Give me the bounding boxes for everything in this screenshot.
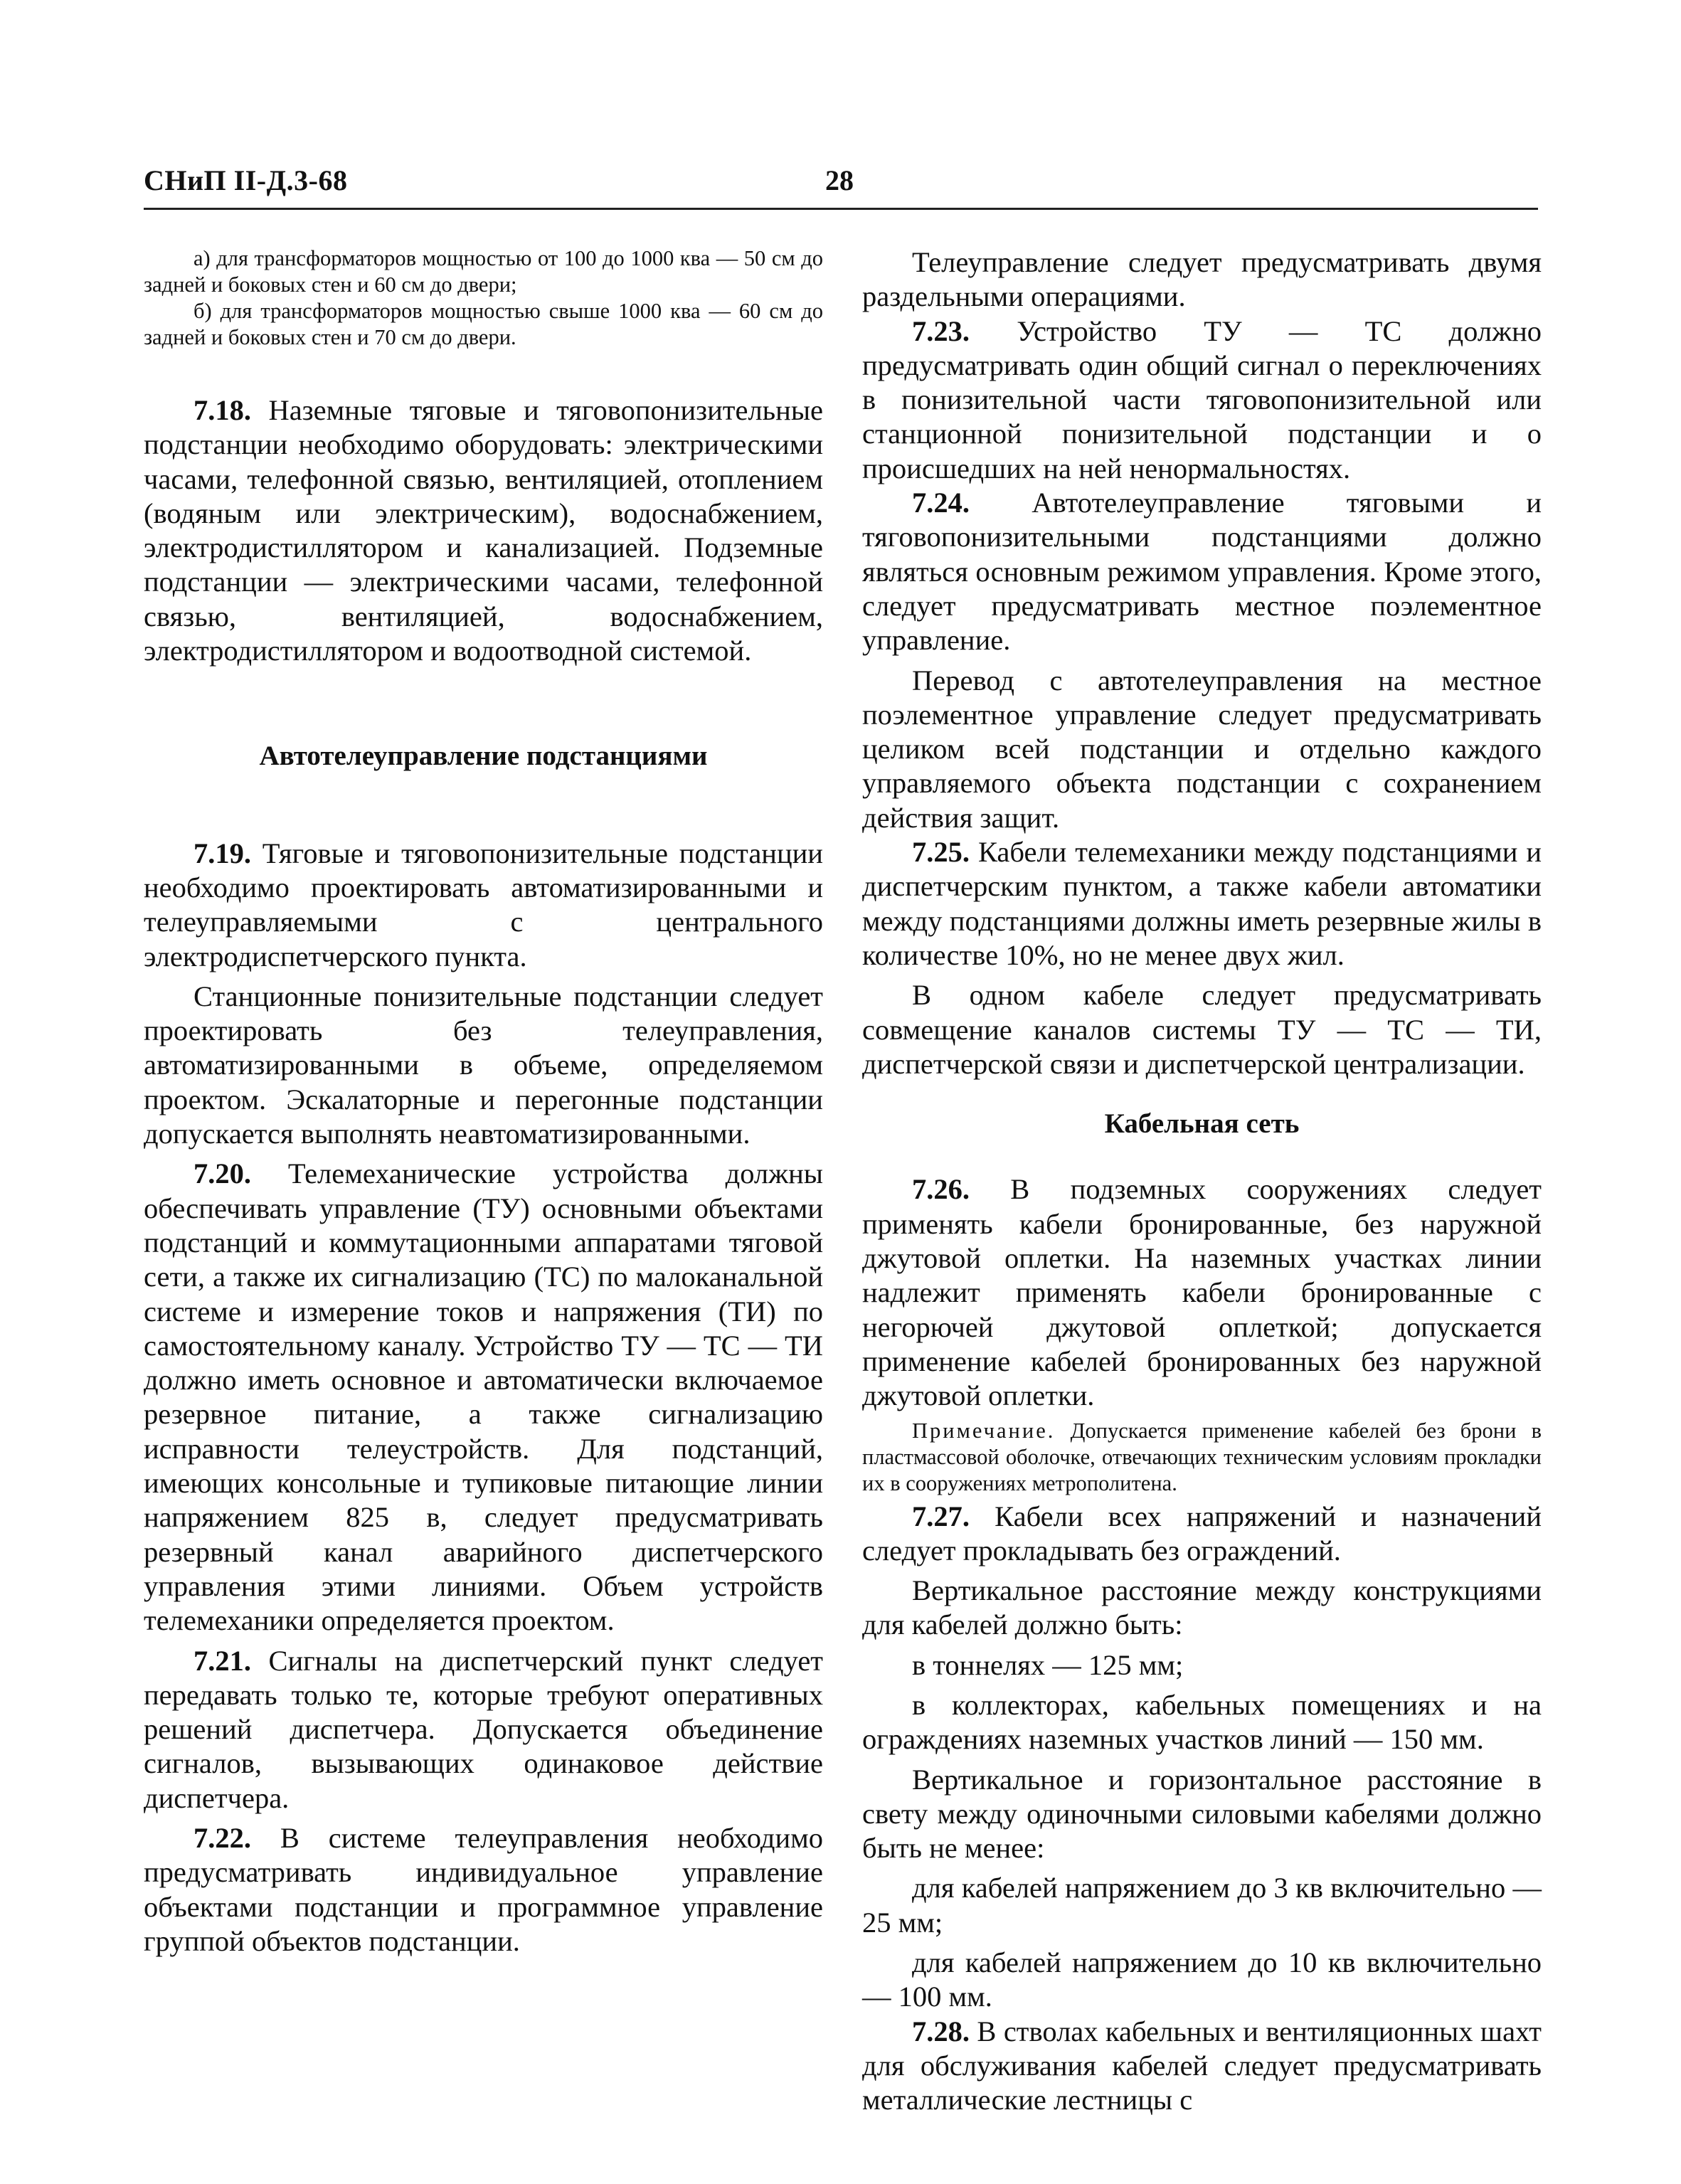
paragraph-text: Кабели всех напряжений и назначений следует прокладывать без ограждений. xyxy=(862,1500,1542,1567)
paragraph-7-25-b: В одном кабеле следует предусматривать совмещение каналов системы ТУ — ТС — ТИ, диспетчерской связи и диспетчерской централизации. xyxy=(862,979,1542,1080)
note-label: Примечание. xyxy=(912,1418,1056,1443)
section-heading: Кабельная сеть xyxy=(1104,1108,1300,1140)
paragraph-text: Сигналы на диспетчерский пункт следует передавать только те, которые требуют оперативных решений диспетчера. Допускается объединение сигналов, вызывающих одинаковое действие диспетчера. xyxy=(144,1644,823,1814)
paragraph-text: Телемеханические устройства должны обеспечивать управление (ТУ) основными объектами подстанций и коммутационными аппаратами тяговой сети, а также их сигнализацию (ТС) по малоканальной системе и измерение токов и напряжения (ТИ) по самостоятельному каналу. Устройство ТУ — ТС — ТИ должно иметь основное и автоматически включаемое резервное питание, а также сигнализацию исправности телеустройств. Для подстанций, имеющих консольные и тупиковые питающие линии напряжением 825 в, следует предусматривать резервный канал аварийного диспетчерского управления этими линиями. Объем устройств телемеханики определяется проектом. xyxy=(144,1157,823,1637)
header-rule xyxy=(144,208,1538,210)
note-text: Допускается применение кабелей без брони в пластмассовой оболочке, отвечающих техническим условиям прокладки их в сооружениях метрополитена. xyxy=(862,1418,1542,1495)
paragraph-number: 7.20. xyxy=(193,1157,251,1190)
paragraph-7-24-b: Перевод с автотелеуправления на местное поэлементное управление следует предусматривать целиком всей подстанции и отдельно каждого управляемого объекта подстанции с сохранением действия защит. xyxy=(862,664,1542,834)
paragraph-7-27-e: Вертикальное и горизонтальное расстояние в свету между одиночными силовыми кабелями должно быть не менее: xyxy=(862,1763,1542,1865)
paragraph-text: Наземные тяговые и тяговопонизительные подстанции необходимо оборудовать: электрическими часами, телефонной связью, вентиляцией, отоплением (водяным или электрическим), водоснабжением, электродистиллятором и канализацией. Подземные подстанции — электрическими часами, телефонной связью, вентиляцией, водоснабжением, электродистиллятором и водоотводной системой. xyxy=(144,394,823,667)
paragraph-text: Тяговые и тяговопонизительные подстанции необходимо проектировать автоматизированными и телеуправляемыми с центрального электродиспетчерского пункта. xyxy=(144,837,823,972)
paragraph-number: 7.28. xyxy=(912,2015,970,2047)
page-number: 28 xyxy=(825,164,854,196)
note xyxy=(862,1418,1542,1497)
right-column xyxy=(862,245,1542,2118)
paragraph-7-25 xyxy=(862,835,1542,972)
paragraph-7-23 xyxy=(862,314,1542,486)
paragraph-7-27-d: в коллекторах, кабельных помещениях и на ограждениях наземных участков линий — 150 мм. xyxy=(862,1688,1542,1756)
paragraph-text: Кабели телемеханики между подстанциями и диспетчерским пунктом, а также кабели автоматики между подстанциями должны иметь резервные жилы в количестве 10%, но не менее двух жил. xyxy=(862,836,1542,971)
paragraph-7-21 xyxy=(144,1644,823,1815)
left-column xyxy=(144,245,823,1958)
paragraph-number: 7.24. xyxy=(912,487,970,519)
paragraph-number: 7.26. xyxy=(912,1173,970,1206)
paragraph-7-19 xyxy=(144,837,823,974)
paragraph-text: В подземных сооружениях следует применять кабели бронированные, без наружной джутовой оплетки. На наземных участках линии надлежит применять кабели бронированные с негорючей джутовой оплеткой; допускается применение кабелей бронированных без наружной джутовой оплетки. xyxy=(862,1173,1542,1412)
paragraph-text: Устройство ТУ — ТС должно предусматривать один общий сигнал о переключениях в понизительной части тяговопонизительной или станционной понизительной подстанции и о происшедших на ней ненормальностях. xyxy=(862,314,1542,484)
document-code: СНиП II-Д.3-68 xyxy=(144,164,348,196)
paragraph-text: Автотелеуправление тяговыми и тяговопонизительными подстанциями должно являться основным режимом управления. Кроме этого, следует предусматривать местное поэлементное управление. xyxy=(862,487,1542,657)
paragraph-7-27 xyxy=(862,1500,1542,1569)
paragraph-7-27-g: для кабелей напряжением до 10 кв включительно — 100 мм. xyxy=(862,1946,1542,2013)
section-heading: Автотелеуправление подстанциями xyxy=(259,741,708,772)
paragraph-number: 7.23. xyxy=(912,314,970,347)
paragraph-number: 7.19. xyxy=(193,837,251,869)
paragraph-text: В стволах кабельных и вентиляционных шахт для обслуживания кабелей следует предусматривать металлические лестницы с xyxy=(862,2015,1542,2116)
paragraph-number: 7.27. xyxy=(912,1500,970,1532)
paragraph-7-27-f: для кабелей напряжением до 3 кв включительно — 25 мм; xyxy=(862,1872,1542,1939)
list-item-a: а) для трансформаторов мощностью от 100 до 1000 ква — 50 см до задней и боковых стен и 60 см до двери; xyxy=(144,246,823,297)
paragraph-7-27-b: Вертикальное расстояние между конструкциями для кабелей должно быть: xyxy=(862,1574,1542,1641)
paragraph-7-24 xyxy=(862,486,1542,657)
paragraph-7-19-b: Станционные понизительные подстанции следует проектировать без телеуправления, автоматизированными в объеме, определяемом проектом. Эскалаторные и перегонные подстанции допускается выполнять неавтоматизированными. xyxy=(144,980,823,1150)
paragraph-7-28 xyxy=(862,2015,1542,2118)
paragraph-number: 7.21. xyxy=(193,1644,251,1677)
paragraph-7-20 xyxy=(144,1157,823,1638)
paragraph-number: 7.22. xyxy=(193,1821,251,1854)
paragraph-7-22-b: Телеуправление следует предусматривать двумя раздельными операциями. xyxy=(862,246,1542,313)
paragraph-number: 7.18. xyxy=(193,394,251,426)
paragraph-number: 7.25. xyxy=(912,836,970,869)
paragraph-7-22 xyxy=(144,1821,823,1958)
list-item-b: б) для трансформаторов мощностью свыше 1000 ква — 60 см до задней и боковых стен и 70 см до двери. xyxy=(144,299,823,349)
paragraph-text: В системе телеуправления необходимо предусматривать индивидуальное управление объектами подстанции и программное управление группой объектов подстанции. xyxy=(144,1821,823,1957)
paragraph-7-26 xyxy=(862,1172,1542,1413)
paragraph-7-18 xyxy=(144,393,823,668)
paragraph-7-27-c: в тоннелях — 125 мм; xyxy=(912,1648,1184,1681)
